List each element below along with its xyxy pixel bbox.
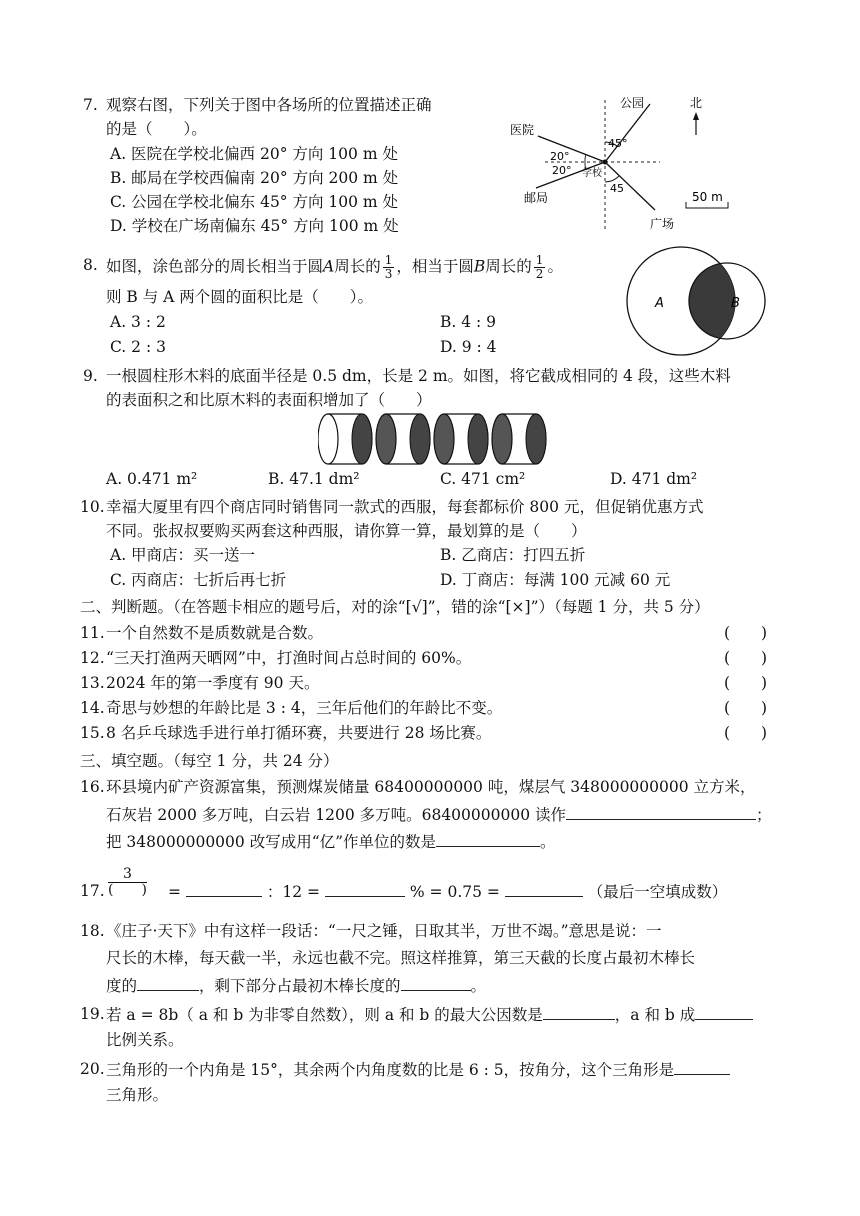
map-line-hospital — [538, 136, 605, 162]
q20-number: 20. — [80, 1060, 105, 1078]
q18-blank-1[interactable] — [137, 974, 199, 991]
q8-option-b[interactable]: B. 4 : 9 — [440, 313, 497, 331]
q10-option-c[interactable]: C. 丙商店：七折后再七折 — [110, 571, 287, 589]
q19-line1-b: ，a 和 b 成 — [614, 1006, 696, 1024]
q12-number: 12. — [80, 649, 105, 667]
q14-number: 14. — [80, 699, 105, 717]
q13-text: 2024 年的第一季度有 90 天。 — [106, 674, 320, 692]
frac-numerator: 1 — [384, 253, 393, 267]
q8-circle-b: B — [473, 257, 486, 276]
q10-option-b[interactable]: B. 乙商店：打四五折 — [440, 546, 586, 564]
q10-number: 10. — [80, 498, 105, 516]
map-scale-label: 50 m — [692, 190, 723, 204]
q18-line3 — [106, 974, 486, 997]
q18-line3-a: 度的 — [106, 977, 138, 995]
map-north-label: 北 — [690, 96, 703, 110]
q9-line1: 一根圆柱形木料的底面半径是 0.5 dm，长是 2 m。如图，将它截成相同的 4 段，这些木料 — [106, 367, 731, 385]
map-line-park — [605, 104, 650, 162]
cylinder-piece-2 — [376, 414, 430, 464]
q19-blank-2[interactable] — [695, 1003, 753, 1020]
q11-answer-paren[interactable]: ( ) — [724, 624, 768, 642]
q9-number: 9. — [83, 367, 98, 385]
q16-line3-text: 把 348000000000 改写成用“亿”作单位的数是 — [106, 833, 437, 851]
q20-line1-a: 三角形的一个内角是 15°，其余两个内角度数的比是 6 : 5，按角分，这个三角形是 — [106, 1061, 675, 1079]
q18-line1: 《庄子·天下》中有这样一段话：“一尺之锤，日取其半，万世不竭。”意思是说：一 — [106, 922, 662, 940]
q16-line2-text: 石灰岩 2000 多万吨，白云岩 1200 多万吨。68400000000 读作 — [106, 806, 567, 824]
q7-number: 7. — [83, 96, 98, 114]
q16-line3-end: 。 — [540, 833, 556, 851]
q14-text: 奇思与妙想的年龄比是 3 : 4，三年后他们的年龄比不变。 — [106, 699, 503, 717]
frac-denominator: 3 — [384, 267, 393, 281]
q19-line2: 比例关系。 — [106, 1031, 184, 1049]
q8-circles-diagram — [615, 245, 780, 360]
map-school-label: 学校 — [582, 168, 602, 179]
q17-blank-2[interactable] — [325, 880, 405, 897]
q8-number: 8. — [83, 256, 98, 274]
q7-stem-line1: 观察右图，下列关于图中各场所的位置描述正确 — [106, 96, 432, 114]
q7-option-d[interactable]: D. 学校在广场南偏东 45° 方向 100 m 处 — [110, 217, 399, 235]
q16-line3 — [106, 830, 556, 853]
q16-line2 — [106, 803, 772, 826]
q7-option-a[interactable]: A. 医院在学校北偏西 20° 方向 100 m 处 — [110, 145, 398, 163]
q17-fraction — [108, 867, 147, 898]
map-angle-20a: 20° — [550, 150, 570, 163]
q19-line1 — [106, 1003, 753, 1026]
q19-line1-a: 若 a = 8b（ a 和 b 为非零自然数），则 a 和 b 的最大公因数是 — [106, 1006, 543, 1024]
q10-line2: 不同。张叔叔要购买两套这种西服，请你算一算，最划算的是（ ） — [106, 522, 587, 540]
q16-blank-reading[interactable] — [566, 803, 756, 820]
circle-a-label: A — [655, 296, 664, 311]
q17-blank-1[interactable] — [186, 880, 262, 897]
q7-location-map — [500, 90, 770, 240]
map-arc-20a — [585, 154, 586, 162]
q20-line1 — [106, 1058, 730, 1081]
q15-number: 15. — [80, 724, 105, 742]
q9-cylinder-pieces — [318, 408, 558, 470]
section-3-title: 三、填空题。（每空 1 分，共 24 分） — [80, 752, 339, 770]
q9-line2: 的表面积之和比原木料的表面积增加了（ ） — [106, 391, 432, 409]
q9-option-b[interactable]: B. 47.1 dm² — [268, 470, 360, 488]
q8-fraction-1-2 — [534, 254, 546, 281]
frac-denominator: 2 — [535, 267, 544, 281]
q20-line2: 三角形。 — [106, 1086, 169, 1104]
q10-line1: 幸福大厦里有四个商店同时销售同一款式的西服，每套都标价 800 元，但促销优惠方式 — [106, 498, 704, 516]
map-hospital-label: 医院 — [510, 123, 535, 137]
q8-circle-a: A — [323, 257, 335, 276]
map-angle-45a: 45° — [608, 137, 628, 150]
q16-line1: 环县境内矿产资源富集，预测煤炭储量 68400000000 吨，煤层气 348000000000 立方米， — [106, 778, 756, 796]
q8-option-d[interactable]: D. 9 : 4 — [440, 338, 497, 356]
circle-b-label: B — [731, 296, 740, 311]
q10-option-d[interactable]: D. 丁商店：每满 100 元减 60 元 — [440, 571, 671, 589]
q12-text: “三天打渔两天晒网”中，打渔时间占总时间的 60%。 — [106, 649, 472, 667]
q15-text: 8 名乒乓球选手进行单打循环赛，共要进行 28 场比赛。 — [106, 724, 492, 742]
q20-blank-1[interactable] — [674, 1058, 730, 1075]
q10-option-a[interactable]: A. 甲商店：买一送一 — [110, 546, 256, 564]
q9-option-d[interactable]: D. 471 dm² — [610, 470, 698, 488]
q7-stem-line2: 的是（ ）。 — [106, 120, 207, 138]
q9-option-c[interactable]: C. 471 cm² — [440, 470, 526, 488]
q16-line2-end: ； — [756, 806, 772, 824]
map-school-point — [603, 160, 608, 165]
q8-stem-line1 — [106, 254, 563, 281]
q11-text: 一个自然数不是质数就是合数。 — [106, 624, 324, 642]
q16-blank-yi[interactable] — [436, 830, 540, 847]
q13-answer-paren[interactable]: ( ) — [724, 674, 768, 692]
section-2-title: 二、判断题。（在答题卡相应的题号后，对的涂“[√]”，错的涂“[×]”）（每题 1 分，共 5 分） — [80, 598, 710, 616]
q8-stem-e: 。 — [547, 257, 563, 276]
q19-number: 19. — [80, 1005, 105, 1023]
q14-answer-paren[interactable]: ( ) — [724, 699, 768, 717]
q18-number: 18. — [80, 922, 105, 940]
q17-equation — [168, 880, 727, 903]
map-angle-20b: 20° — [552, 164, 572, 177]
map-square-label: 广场 — [650, 217, 675, 231]
q17-eq-sign: = — [168, 883, 181, 901]
q8-stem-b: 周长的 — [334, 257, 381, 276]
q9-option-a[interactable]: A. 0.471 m² — [106, 470, 198, 488]
q13-number: 13. — [80, 674, 105, 692]
map-post-label: 邮局 — [524, 191, 549, 205]
q17-note: （最后一空填成数） — [587, 883, 728, 901]
north-arrow-icon — [693, 112, 699, 120]
q12-answer-paren[interactable]: ( ) — [724, 649, 768, 667]
q16-number: 16. — [80, 778, 105, 796]
q8-stem-c: ，相当于圆 — [396, 257, 474, 276]
q19-blank-1[interactable] — [543, 1003, 615, 1020]
frac-numerator: 1 — [535, 253, 544, 267]
cylinder-piece-1 — [318, 414, 372, 464]
q7-option-b[interactable]: B. 邮局在学校西偏南 20° 方向 200 m 处 — [110, 169, 399, 187]
q17-frac-numerator: 3 — [108, 867, 147, 883]
q8-option-c[interactable]: C. 2 : 3 — [110, 338, 166, 356]
map-park-label: 公园 — [620, 96, 645, 110]
q18-line3-c: 。 — [470, 977, 487, 995]
cylinder-piece-4 — [492, 414, 546, 464]
q17-percent: % = 0.75 = — [409, 883, 500, 901]
q18-line3-b: ，剩下部分占最初木棒长度的 — [199, 977, 401, 995]
q17-number: 17. — [80, 882, 105, 900]
q11-number: 11. — [80, 624, 105, 642]
q15-answer-paren[interactable]: ( ) — [724, 724, 768, 742]
q18-blank-2[interactable] — [401, 974, 471, 991]
q8-stem-line2: 则 B 与 A 两个圆的面积比是（ ）。 — [106, 288, 374, 306]
q8-option-a[interactable]: A. 3 : 2 — [110, 313, 166, 331]
cylinder-piece-3 — [434, 414, 488, 464]
q8-stem-a: 如图，涂色部分的周长相当于圆 — [106, 257, 324, 276]
q8-stem-d: 周长的 — [485, 257, 532, 276]
q17-colon-12: ：12 = — [266, 883, 321, 901]
q17-blank-3[interactable] — [505, 880, 583, 897]
q18-line2: 尺长的木棒，每天截一半，永远也截不完。照这样推算，第三天截的长度占最初木棒长 — [106, 949, 696, 967]
q7-option-c[interactable]: C. 公园在学校北偏东 45° 方向 100 m 处 — [110, 193, 399, 211]
q17-frac-denominator[interactable]: ( ) — [108, 882, 147, 898]
q8-fraction-1-3 — [383, 254, 395, 281]
map-angle-45b: 45 — [610, 182, 624, 195]
